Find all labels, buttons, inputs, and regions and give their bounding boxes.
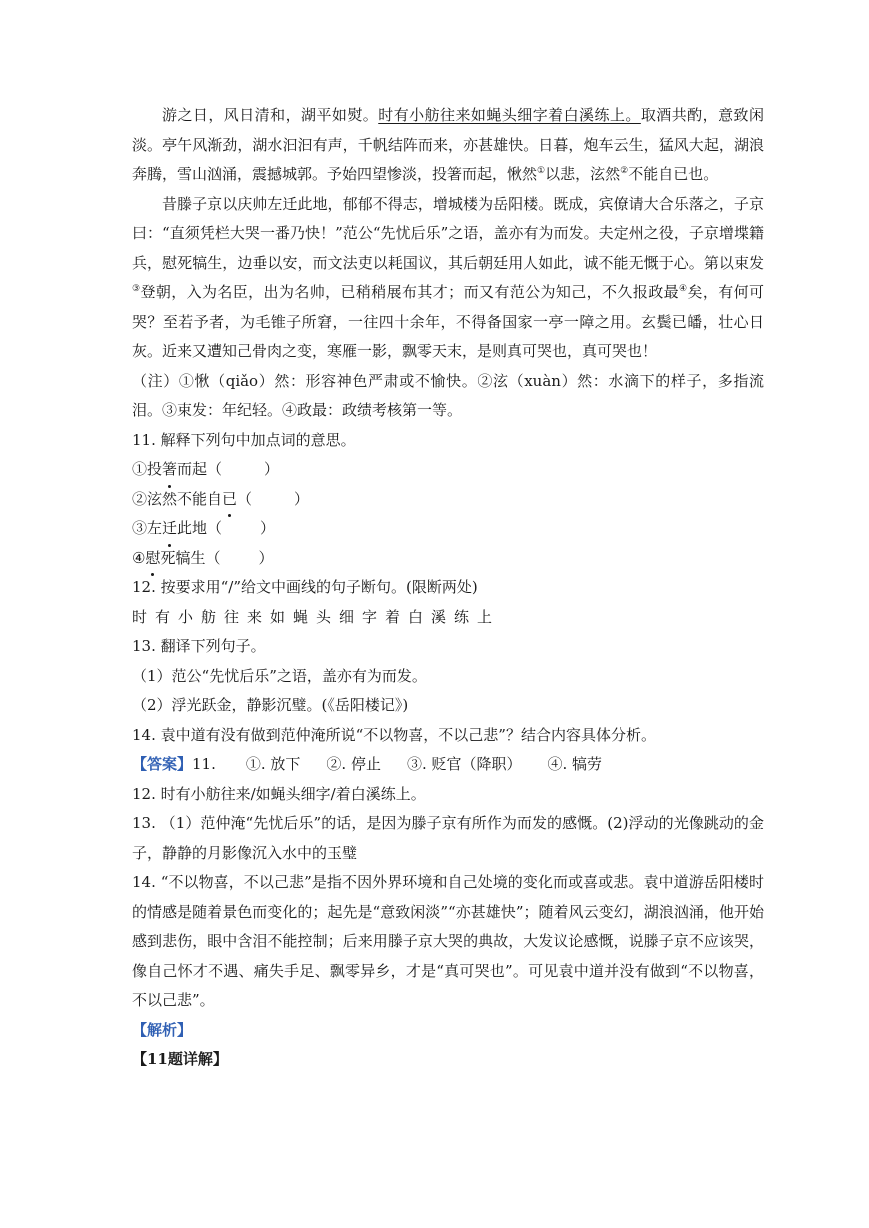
footnote-marker: ④ — [678, 284, 688, 294]
passage-text: 登朝，入为名臣，出为名帅，已稍稍展布其才；而又有范公为知己，不久报政最 — [140, 283, 679, 301]
answer-11 — [132, 750, 764, 780]
passage-text: 昔滕子京以庆帅左迁此地，郁郁不得志，增城楼为岳阳楼。既成，宾僚请大合乐落之，子京曰：“直须凭栏大哭一番乃快！”范公“先忧后乐”之语，盖亦有为而发。夫定州之役，子京增堞籍兵，慰死犒生，边垂以安，而文法吏以耗国议，其后朝廷用人如此，诚不能无慨于心。第以束发 — [132, 194, 764, 272]
answer-item: ④. 犒劳 — [547, 755, 603, 773]
emphasis-dot-char: 箸 — [162, 455, 177, 485]
answer-tag: 【答案】 — [132, 755, 193, 773]
passage-paragraph-2 — [132, 190, 764, 367]
underlined-sentence: 时有小舫往来如蝇头细字着白溪练上。 — [378, 106, 641, 124]
question-12-sentence: 时有小舫往来如蝇头细字着白溪练上 — [132, 607, 501, 626]
emphasis-dot-char: 已 — [222, 485, 237, 515]
answer-item: ①. 放下 — [245, 755, 301, 773]
question-12-title: 12. 按要求用“/”给文中画线的句子断句。(限断两处) — [132, 578, 478, 596]
answer-item: ②. 停止 — [326, 755, 381, 773]
passage-text: 以悲，泫然 — [545, 165, 621, 183]
question-13-sentence-2: （2）浮光跃金，静影沉璧。(《岳阳楼记》) — [132, 696, 409, 714]
analysis-tag: 【解析】 — [132, 1020, 193, 1039]
passage-text: 不能自已也。 — [628, 165, 719, 183]
question-13-title: 13. 翻译下列句子。 — [132, 637, 266, 655]
question-11-item: ③左迁此地（ ） — [132, 514, 764, 544]
footnote-marker: ① — [537, 166, 546, 176]
answer-14: 14. “不以物喜，不以己悲”是指不因外界环境和自己处境的变化而或喜或悲。袁中道游岳阳楼时的情感是随着景色而变化的；起先是“意致闲淡”“亦甚雄快”；随着风云变幻，湖浪汹涌，他开始感到悲伤，眼中含泪不能控制；后来用滕子京大哭的典故，大发议论感慨，说滕子京不应该哭，像自己怀才不遇、痛失手足、飘零异乡，才是“真可哭也”。可见袁中道并没有做到“不以物喜，不以己悲”。 — [132, 873, 764, 1009]
emphasis-dot-char: 迁 — [162, 514, 177, 544]
analysis-subheading: 【11题详解】 — [132, 1050, 228, 1068]
answer-12: 12. 时有小舫往来/如蝇头细字/着白溪练上。 — [132, 784, 426, 803]
question-14-title: 14. 袁中道有没有做到范仲淹所说“不以物喜，不以己悲”？结合内容具体分析。 — [132, 725, 656, 744]
passage-text: 取酒共酌，意致闲淡。亭午风渐劲，湖水汩汩有声，千帆结阵而来，亦甚雄快。日暮，炮车云生，猛风大起，湖浪奔腾，雪山汹涌，震撼城郭。予始四望惨淡，投箸而起，愀然 — [132, 106, 764, 183]
question-11-item: ④慰死犒生（ ） — [132, 544, 764, 574]
footnote-marker: ② — [620, 166, 629, 176]
annotation-notes: （注）①愀（qiǎo）然：形容神色严肃或不愉快。②泫（xuàn）然：水滴下的样子，多指流泪。③束发：年纪轻。④政最：政绩考核第一等。 — [132, 371, 764, 419]
footnote-marker: ③ — [132, 284, 141, 294]
document-page — [132, 101, 764, 1075]
question-11-title: 11. 解释下列句中加点词的意思。 — [132, 430, 356, 449]
question-11-item: ①投箸而起（ ） — [132, 455, 764, 485]
passage-paragraph-1 — [132, 101, 764, 190]
question-11-item: ②泫然不能自已（ ） — [132, 485, 764, 515]
emphasis-dot-char: 慰 — [145, 544, 160, 574]
passage-text: 游之日，风日清和，湖平如熨。 — [162, 106, 379, 124]
question-13-sentence-1: （1）范公“先忧后乐”之语，盖亦有为而发。 — [132, 666, 427, 685]
passage-text: 矣，有何可哭？至若予者，为毛锥子所窘，一往四十余年，不得备国家一亭一障之用。玄鬓已皤，壮心日灰。近来又遭知己骨肉之变，寒雁一影，飘零天末，是则真可哭也，真可哭也！ — [132, 283, 764, 360]
answer-number: 11. — [192, 755, 216, 773]
answer-item: ③. 贬官（降职） — [406, 755, 522, 773]
answer-13: 13. （1）范仲淹“先忧后乐”的话，是因为滕子京有所作为而发的感慨。(2)浮动的光像跳动的金子，静静的月影像沉入水中的玉璧 — [132, 814, 764, 862]
